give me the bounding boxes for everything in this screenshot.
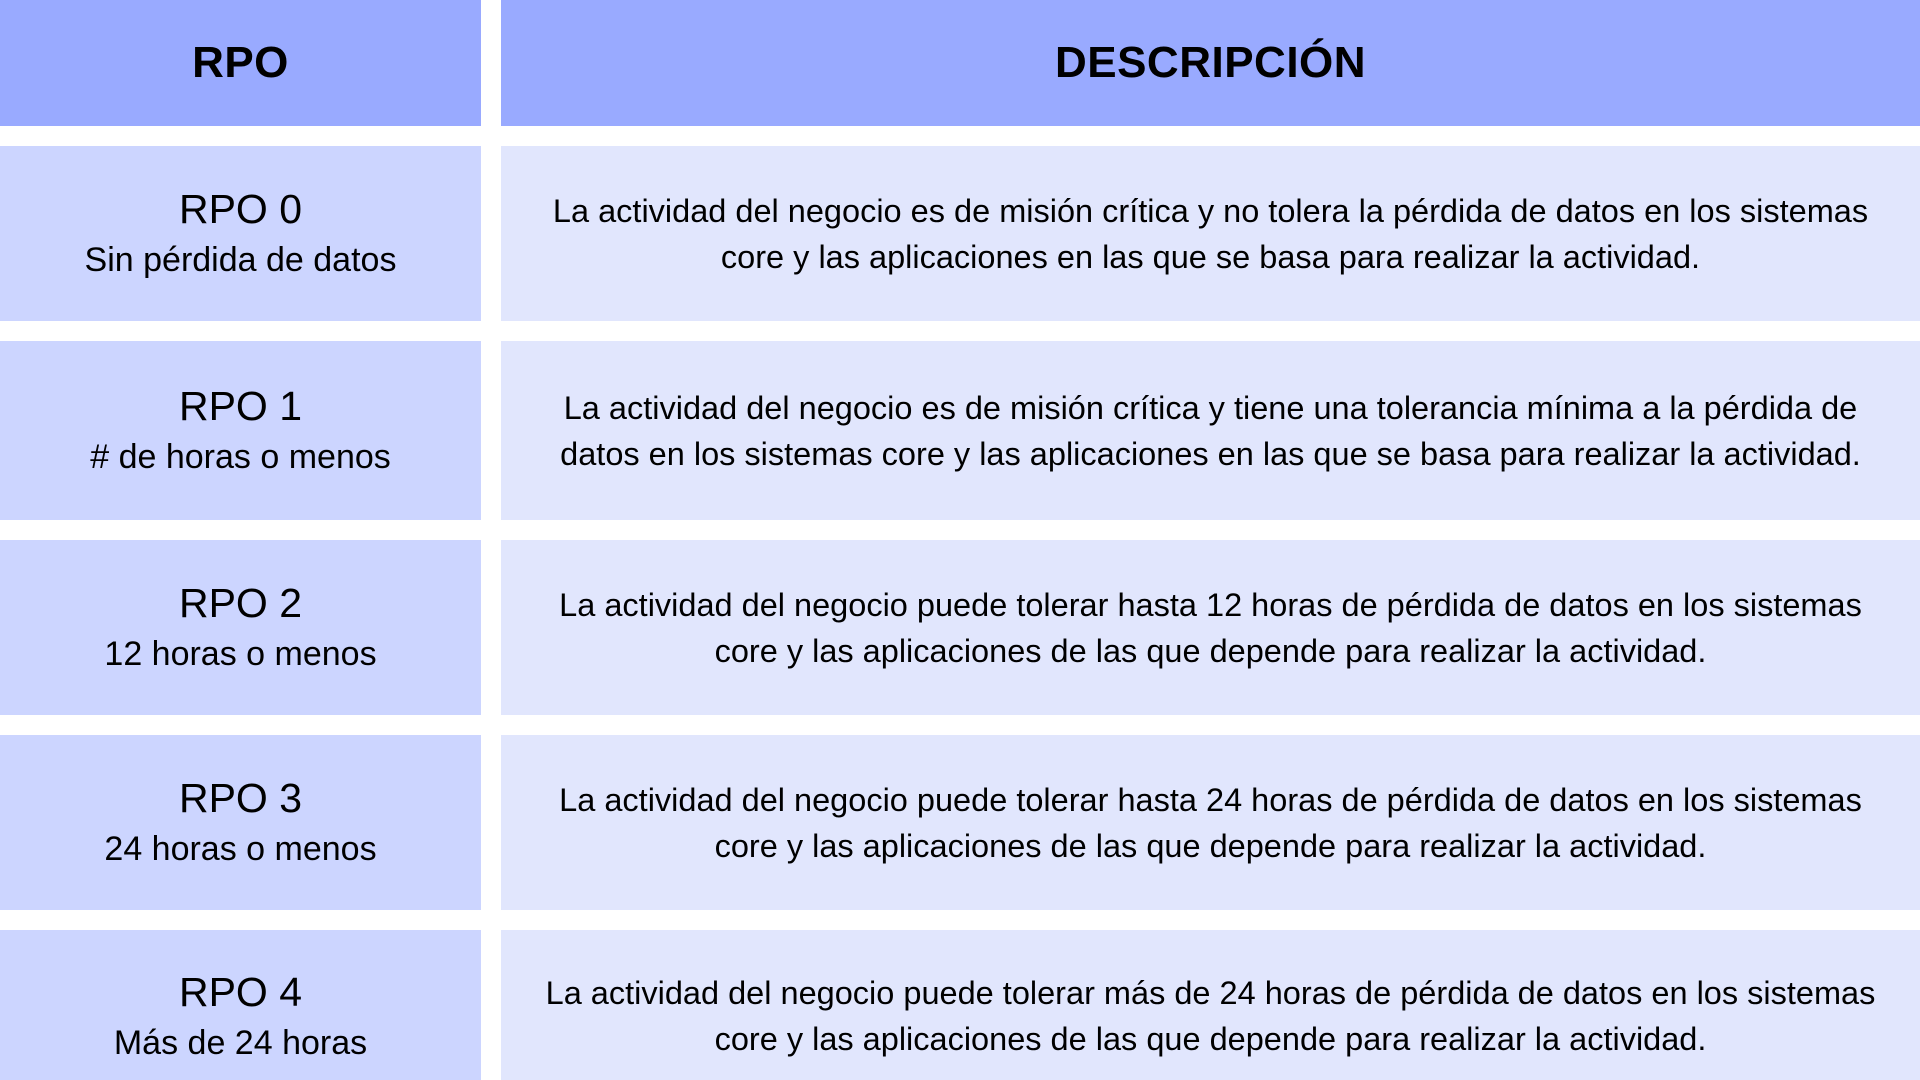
rpo-level-subtitle: Sin pérdida de datos [84, 240, 397, 279]
header-cell-description [501, 0, 1920, 126]
rpo-description-line: core y las aplicaciones de las que depende para realizar la actividad. [714, 827, 1707, 864]
rpo-description-line: core y las aplicaciones de las que depende para realizar la actividad. [714, 632, 1707, 669]
rpo-level-cell [0, 930, 481, 1080]
rpo-description-line: La actividad del negocio es de misión crítica y tiene una tolerancia mínima a la pérdida de [563, 389, 1858, 426]
column-header-description: DESCRIPCIÓN [1054, 38, 1367, 87]
rpo-level-subtitle: 24 horas o menos [104, 829, 377, 868]
rpo-level-title: RPO 4 [178, 969, 303, 1015]
rpo-level-cell [0, 341, 481, 520]
rpo-description-line: datos en los sistemas core y las aplicaciones en las que se basa para realizar la actividad. [560, 435, 1861, 472]
rpo-description-line: core y las aplicaciones de las que depende para realizar la actividad. [714, 1021, 1707, 1057]
rpo-level-subtitle: 12 horas o menos [104, 634, 377, 673]
rpo-level-title: RPO 0 [178, 185, 303, 232]
rpo-level-subtitle: Más de 24 horas [113, 1024, 368, 1062]
rpo-description-cell [501, 930, 1920, 1080]
rpo-level-title: RPO 3 [178, 774, 303, 821]
rpo-description-cell [501, 341, 1920, 520]
rpo-description-line: La actividad del negocio puede tolerar hasta 24 horas de pérdida de datos en los sistemas [559, 781, 1862, 818]
rpo-description-line: La actividad del negocio puede tolerar hasta 12 horas de pérdida de datos en los sistemas [559, 586, 1862, 623]
rpo-description-cell [501, 735, 1920, 910]
rpo-description-line: La actividad del negocio es de misión crítica y no tolera la pérdida de datos en los sistemas [552, 192, 1869, 229]
rpo-level-cell [0, 540, 481, 715]
rpo-description-cell [501, 540, 1920, 715]
rpo-level-cell [0, 735, 481, 910]
rpo-level-title: RPO 1 [178, 382, 303, 429]
rpo-level-subtitle: # de horas o menos [90, 437, 391, 476]
rpo-description-cell [501, 146, 1920, 321]
rpo-description-line: core y las aplicaciones en las que se basa para realizar la actividad. [720, 238, 1701, 275]
rpo-description-line: La actividad del negocio puede tolerar más de 24 horas de pérdida de datos en los sistemas [545, 975, 1876, 1011]
rpo-level-title: RPO 2 [178, 579, 303, 626]
column-header-rpo: RPO [192, 38, 289, 87]
rpo-level-cell [0, 146, 481, 321]
header-cell-rpo [0, 0, 481, 126]
